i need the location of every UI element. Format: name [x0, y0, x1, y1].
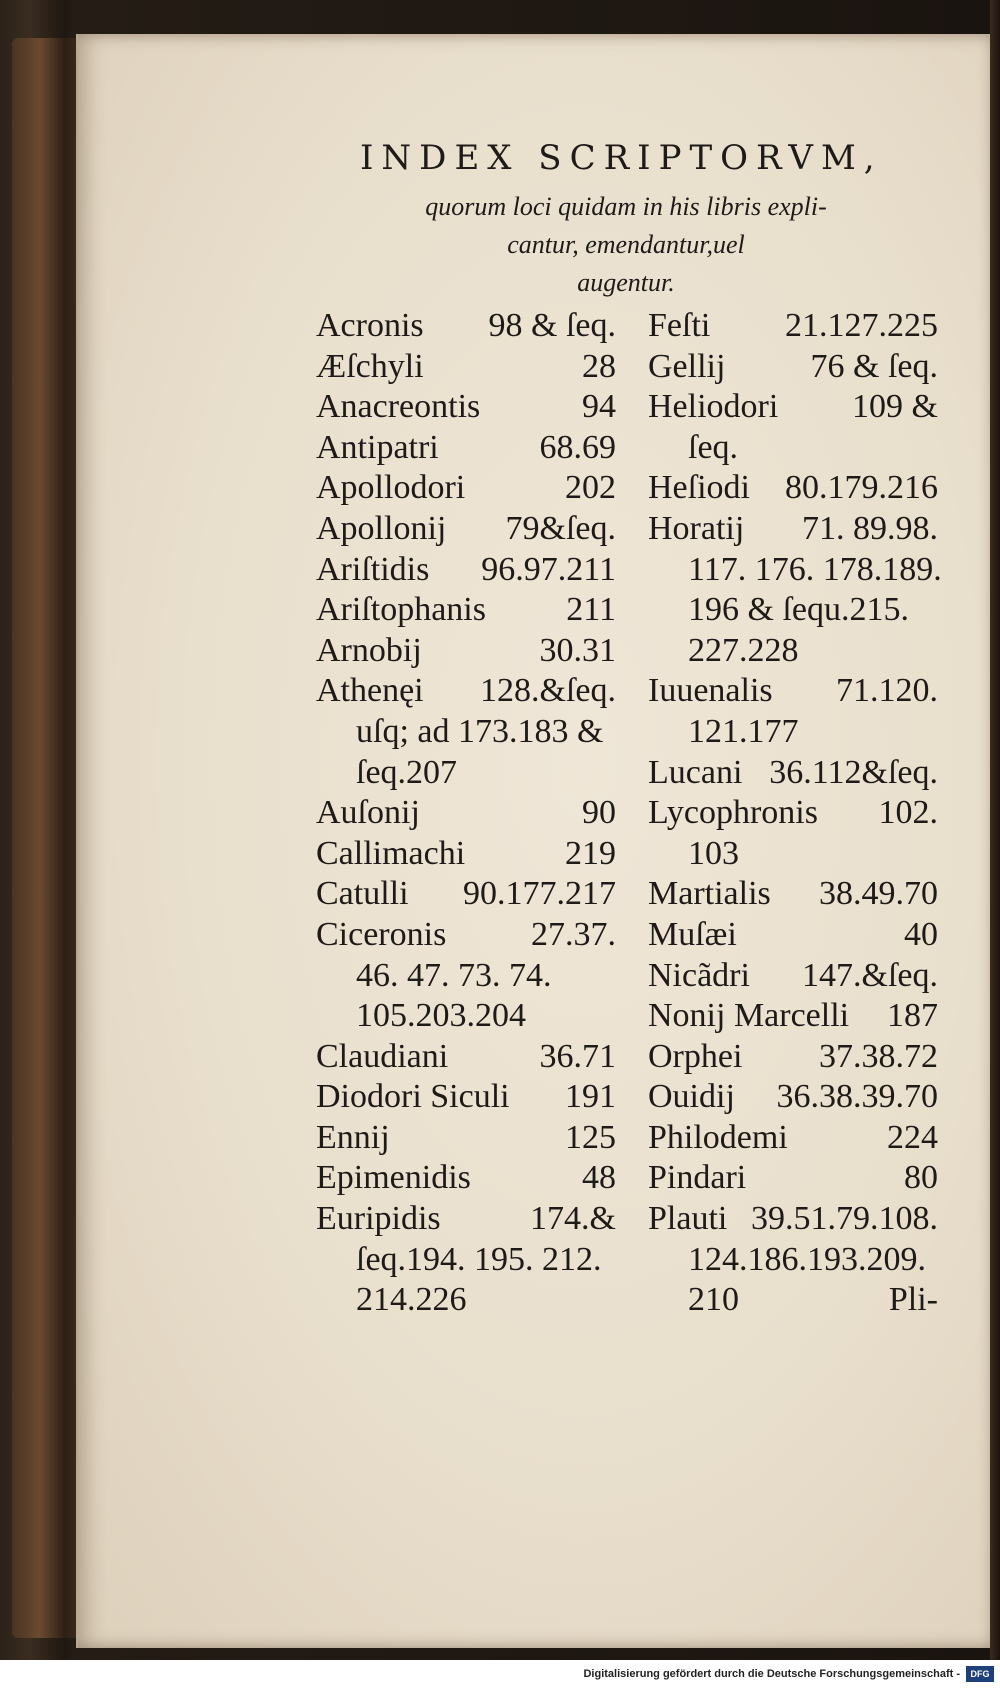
index-entry	[316, 915, 616, 956]
page-references: 37.38.72	[819, 1037, 938, 1075]
index-entry	[316, 306, 616, 347]
index-entry	[316, 428, 616, 469]
author-name: Æſchyli	[316, 347, 424, 385]
author-name: Martialis	[648, 875, 771, 913]
index-entry	[648, 550, 942, 591]
page-references: 80	[904, 1159, 938, 1197]
index-entry	[316, 1077, 616, 1118]
author-name: Horatij	[648, 509, 745, 547]
page-references: 39.51.79.108.	[751, 1200, 938, 1238]
author-name: Anacreontis	[316, 388, 481, 426]
subtitle-line: augentur.	[577, 268, 675, 297]
author-name: Diodori Siculi	[316, 1078, 510, 1116]
index-entry	[316, 1240, 616, 1281]
page-references: 90.177.217	[463, 875, 616, 913]
page-references: 76 & ſeq.	[810, 347, 938, 385]
index-entry	[648, 996, 938, 1037]
index-entry	[316, 631, 616, 672]
author-name: Ariſtidis	[316, 550, 430, 588]
index-entry	[648, 834, 938, 875]
page-references: 36.71	[539, 1037, 616, 1075]
index-column-right	[648, 306, 942, 1321]
page-references: 71.120.	[836, 672, 938, 710]
author-name: Apollodori	[316, 469, 466, 507]
page-references: 128.&ſeq.	[480, 672, 616, 710]
index-entry	[316, 834, 616, 875]
subtitle-line: quorum loci quidam in his libris expli-	[425, 192, 827, 221]
page-subtitle	[346, 188, 906, 302]
index-entry	[316, 1280, 616, 1321]
page-references: 124.186.193.209.	[688, 1240, 926, 1278]
index-entry	[648, 631, 938, 672]
page-edges	[12, 38, 82, 1638]
page-references: 30.31	[539, 631, 616, 669]
page-references: 224	[887, 1118, 938, 1156]
author-name: Feſti	[648, 307, 711, 344]
index-entry	[648, 509, 938, 550]
index-entry	[648, 793, 938, 834]
index-entry	[648, 671, 938, 712]
author-name: Epimenidis	[316, 1159, 471, 1197]
index-entry	[648, 387, 938, 428]
page-references: 28	[582, 347, 616, 385]
index-entry	[648, 712, 938, 753]
author-name: Ciceronis	[316, 915, 447, 953]
author-name: Arnobij	[316, 631, 422, 669]
page-references: 109 &	[852, 388, 938, 426]
author-name: Nicãdri	[648, 956, 750, 994]
index-entry	[316, 550, 616, 591]
author-name: Apollonij	[316, 509, 447, 547]
page-references: 68.69	[539, 428, 616, 466]
footer-bar	[0, 1660, 1000, 1694]
author-name: Lycophronis	[648, 794, 818, 832]
page-references: 121.177	[688, 712, 799, 750]
author-name: Antipatri	[316, 428, 439, 466]
page-references: ſeq.207	[356, 753, 458, 791]
page-references: 48	[582, 1159, 616, 1197]
page-references: 21.127.225	[785, 307, 938, 344]
author-name: Gellij	[648, 347, 726, 385]
author-name: Heſiodi	[648, 469, 750, 507]
page-references: 147.&ſeq.	[802, 956, 938, 994]
index-entry	[316, 956, 616, 997]
author-name: Heliodori	[648, 388, 779, 426]
author-name: Auſonij	[316, 794, 420, 832]
index-entry	[316, 387, 616, 428]
page-references: 187	[887, 997, 938, 1035]
page-references: 94	[582, 388, 616, 426]
page-references: 90	[582, 794, 616, 832]
index-entry	[648, 347, 938, 388]
dfg-logo: DFG	[966, 1666, 994, 1682]
index-entry	[316, 1118, 616, 1159]
page-references: 191	[565, 1078, 616, 1116]
index-entry	[648, 915, 938, 956]
index-entry	[648, 590, 938, 631]
page-references: 36.112&ſeq.	[769, 753, 938, 791]
index-entry	[316, 996, 616, 1037]
author-name: Lucani	[648, 753, 743, 791]
index-entry	[648, 468, 938, 509]
index-entry	[648, 1240, 938, 1281]
page-references: 214.226	[356, 1281, 467, 1319]
index-entry	[648, 1158, 938, 1199]
author-name: Pindari	[648, 1159, 747, 1197]
author-name: Callimachi	[316, 834, 466, 872]
page-title: INDEX SCRIPTORVM,	[360, 138, 883, 178]
cover-edge	[990, 0, 1000, 1660]
page-references: 227.228	[688, 631, 799, 669]
page-references: 196 & ſequ.215.	[688, 591, 909, 629]
page-references: 211	[566, 591, 616, 629]
index-column-left	[316, 306, 616, 1321]
page-references: 105.203.204	[356, 997, 526, 1035]
index-entry	[648, 874, 938, 915]
index-entry	[648, 1199, 938, 1240]
author-name: Ariſtophanis	[316, 591, 486, 629]
index-entry	[316, 753, 616, 794]
index-entry	[648, 428, 938, 469]
page-references: ſeq.194. 195. 212.	[356, 1240, 602, 1278]
page-references: 103	[688, 834, 739, 872]
subtitle-line: cantur, emendantur,uel	[507, 230, 745, 259]
page-references: 98 & ſeq.	[488, 307, 616, 344]
index-entry	[316, 712, 616, 753]
index-entry	[316, 509, 616, 550]
author-name: Catulli	[316, 875, 409, 913]
index-entry	[316, 874, 616, 915]
index-entry	[316, 671, 616, 712]
index-entry	[316, 1199, 616, 1240]
index-entry	[316, 347, 616, 388]
index-entry	[316, 590, 616, 631]
page-references: uſq; ad 173.183 &	[356, 712, 604, 750]
index-entry	[648, 306, 938, 347]
funding-note: Digitalisierung gefördert durch die Deutsche Forschungsgemeinschaft -	[583, 1668, 960, 1680]
page-references: 40	[904, 915, 938, 953]
author-name: Plauti	[648, 1200, 728, 1238]
index-entry	[648, 956, 938, 997]
page-references: 36.38.39.70	[776, 1078, 938, 1116]
index-entry	[316, 1037, 616, 1078]
author-name: Muſæi	[648, 915, 737, 953]
index-entry	[648, 1280, 938, 1321]
author-name: Euripidis	[316, 1200, 441, 1238]
page-references: 96.97.211	[481, 550, 616, 588]
page-references: 79&ſeq.	[505, 509, 616, 547]
author-name: Nonij Marcelli	[648, 997, 850, 1035]
index-entry	[648, 1037, 938, 1078]
author-name: Ouidij	[648, 1078, 735, 1116]
page-references: 38.49.70	[819, 875, 938, 913]
page-references: 102.	[878, 794, 938, 832]
index-entry	[648, 1077, 938, 1118]
page-references: 210	[688, 1281, 739, 1319]
index-entry	[648, 753, 938, 794]
page-references: 117. 176. 178.189.	[688, 550, 942, 588]
author-name: Orphei	[648, 1037, 743, 1075]
author-name: Athenęi	[316, 672, 424, 710]
author-name: Acronis	[316, 307, 424, 344]
page-references: 125	[565, 1118, 616, 1156]
page-references: 219	[565, 834, 616, 872]
author-name: Ennij	[316, 1118, 390, 1156]
page-references: 46. 47. 73. 74.	[356, 956, 552, 994]
author-name: Philodemi	[648, 1118, 788, 1156]
page-references: 27.37.	[531, 915, 616, 953]
index-entry	[316, 468, 616, 509]
page-references: ſeq.	[688, 428, 739, 466]
page-references: 174.&	[530, 1200, 616, 1238]
page-references: 80.179.216	[785, 469, 938, 507]
catchword: Pli-	[888, 1281, 938, 1319]
page-references: 71. 89.98.	[802, 509, 938, 547]
author-name: Iuuenalis	[648, 672, 773, 710]
page-references: 202	[565, 469, 616, 507]
index-entry	[648, 1118, 938, 1159]
index-entry	[316, 793, 616, 834]
author-name: Claudiani	[316, 1037, 449, 1075]
index-entry	[316, 1158, 616, 1199]
